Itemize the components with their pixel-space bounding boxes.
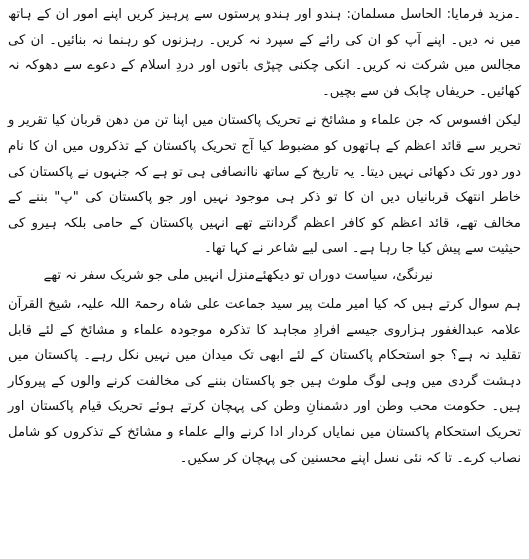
couplet-second-line: منزل انہیں ملی جو شریک سفر نہ تھے [43, 267, 255, 283]
article-page [8, 2, 521, 554]
poetry-couplet [8, 264, 521, 288]
paragraph-quote: ۔مزید فرمایا: الحاسل مسلمان: ہندو اور ہندو پرستوں سے پرہیز کریں اپنے امور ان کے ہاتھ میں نہ دیں۔ اپنے آپ کو ان کی رائے کے سپرد نہ کریں۔ رہزنوں کو رہنما نہ بنائیں۔ ان کی مجالس میں شرکت نہ کریں۔ انکی چکنی چپڑی باتوں اور دردِ اسلام کے دعوے سے دھوکہ نہ کھائیں۔ حریفاں چابک فن سے بچیں۔ [8, 7, 521, 99]
paragraph-lament: لیکن افسوس کہ جن علماء و مشائخ نے تحریک پاکستان میں اپنا تن من دھن قربان کیا تقریر و تحریر سے قائد اعظم کے ہاتھوں کو مضبوط کیا آج تحریک پاکستان کے تذکروں میں ان کا نام دور دور تک دکھائی نہیں دیتا۔ یہ تاریخ کے ساتھ ناانصافی ہی تو ہے کہ جنہوں نے پاکستان کی خاطر انتھک قربانیاں دیں ان کا تو ذکر ہی موجود نہیں اور جو پاکستان کی "پ" بننے کے مخالف تھے، قائد اعظم کو کافر اعظم گردانتے تھے انہیں پاکستان کے حامی بلکہ ہیرو کی حیثیت سے پیش کیا جا رہا ہے۔ اسی لیے شاعر نے کہا تھا۔ [8, 113, 521, 257]
paragraph-question: ہم سوال کرتے ہیں کہ کیا امیر ملت پیر سید جماعت علی شاہ رحمۃ اللہ علیہ، شیخ القرآن علامہ عبدالغفور ہزاروی جیسے افرادِ مجاہد کا تذکرہ موجودہ علماء و مشائخ کے لئے قابل تقلید نہ ہے؟ جو استحکام پاکستان کے لئے ابھی تک میدان میں نہیں نکل رہے۔ پاکستان میں دہشت گردی میں وہی لوگ ملوث ہیں جو پاکستان بننے کی مخالفت کرنے والوں کے پیروکار ہیں۔ حکومت محب وطن اور دشمنانِ وطن کی پہچان کرتے ہوئے تحریک قیام پاکستان اور تحریک استحکام پاکستان میں نمایاں کردار ادا کرنے والے علماء و مشائخ کے تذکروں کو شامل نصاب کرے۔ تا کہ نئی نسل اپنے محسنین کی پہچان کر سکیں۔ [8, 296, 521, 466]
couplet-first-line: نیرنگئ، سیاست دوراں تو دیکھئے [255, 267, 433, 283]
